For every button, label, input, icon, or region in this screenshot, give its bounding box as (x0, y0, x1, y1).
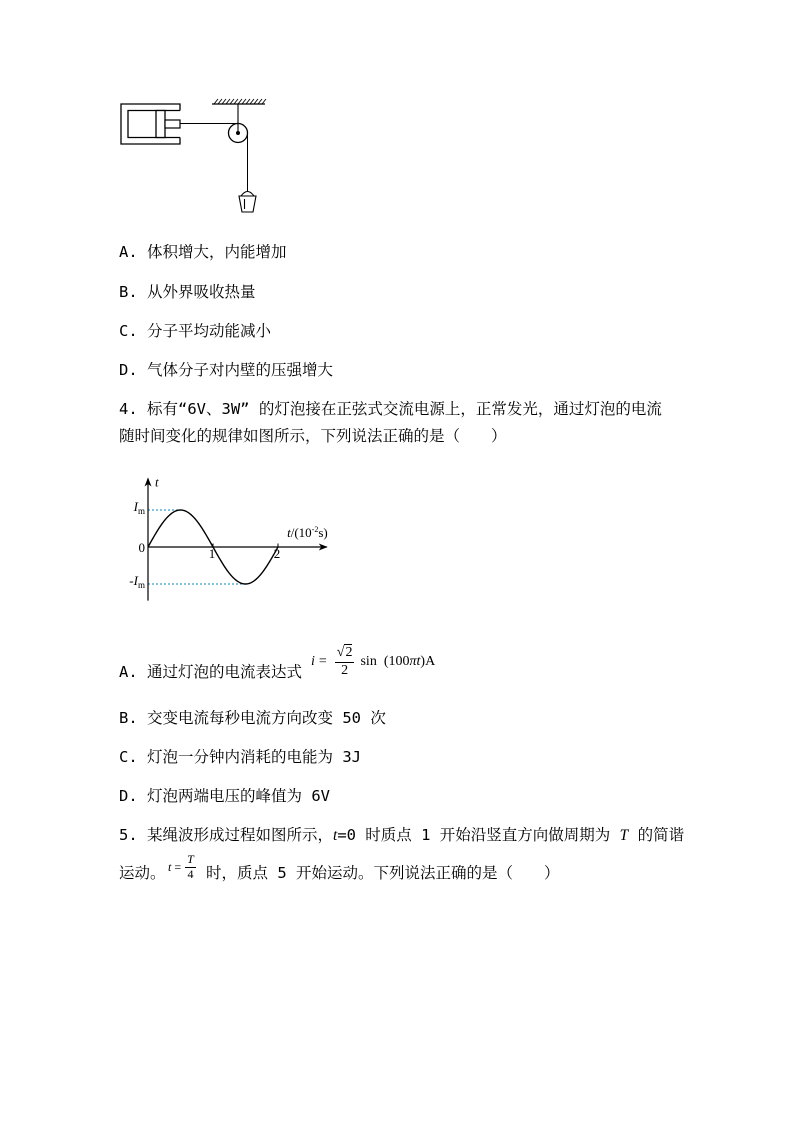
radicand: 2 (345, 645, 353, 661)
y-tick-prefix: - (129, 573, 134, 588)
q5-line1-after: 的简谐 (628, 826, 685, 844)
q5-line2-before: 运动。 (119, 864, 166, 882)
x-tick-label: 1 (208, 546, 216, 561)
q5-formula-denominator: 4 (187, 866, 194, 881)
x-axis-label-var: t (287, 525, 291, 540)
x-axis-label-unit-open: /(10 (290, 525, 312, 540)
y-tick-label (133, 499, 145, 516)
q5-var-t: t (333, 827, 338, 844)
x-axis-label-unit-close: s) (318, 525, 328, 540)
formula-lhs-var: i (311, 654, 315, 669)
q4-option-c: C. 灯泡一分钟内消耗的电能为 3J (119, 748, 361, 766)
formula-func: sin (360, 654, 377, 669)
q4-option-d: D. 灯泡两端电压的峰值为 6V (119, 787, 330, 805)
q5-line1-mid: =0 时质点 1 开始沿竖直方向做周期为 (337, 826, 620, 844)
y-axis-label: t (155, 474, 159, 490)
formula-arg-close: )A (420, 654, 436, 669)
q5-formula-fraction (185, 853, 196, 882)
y-tick-main: I (133, 573, 138, 588)
y-tick-label (129, 573, 145, 590)
q5-formula-var: t (168, 859, 172, 874)
bucket (239, 192, 256, 213)
current-time-graph (118, 470, 334, 606)
q4-stem-line-1: 4. 标有“6V、3W” 的灯泡接在正弦式交流电源上，正常发光，通过灯泡的电流 (119, 400, 662, 418)
y-tick-main: I (133, 499, 138, 514)
q5-formula-numerator: T (187, 851, 194, 866)
q4-option-a-formula (311, 643, 435, 681)
q4-option-b: B. 交变电流每秒电流方向改变 50 次 (119, 709, 386, 727)
q4-stem-line-2: 随时间变化的规律如图所示，下列说法正确的是（ ） (119, 427, 507, 445)
x-axis-label (287, 525, 328, 540)
q3-option-b: B. 从外界吸收热量 (119, 283, 256, 301)
y-tick-main: 0 (138, 540, 145, 555)
q5-line2-after: 时，质点 5 开始运动。下列说法正确的是（ ） (206, 864, 560, 882)
q5-time-formula (168, 852, 197, 882)
formula-equals: = (318, 654, 327, 669)
formula-arg-open: (100 (383, 654, 410, 669)
y-tick-subscript: m (137, 506, 145, 516)
y-tick-label (139, 540, 146, 555)
y-tick-subscript: m (137, 580, 145, 590)
x-axis-label-exponent: -2 (311, 525, 319, 534)
cylinder-pulley-figure (110, 92, 275, 220)
piston (156, 111, 165, 138)
x-tick-label: 2 (273, 546, 281, 561)
formula-numerator (335, 645, 355, 662)
q5-line1-before: 5. 某绳波形成过程如图所示， (119, 826, 333, 844)
q5-formula-equals: = (174, 859, 182, 874)
piston-rod (165, 120, 180, 128)
q5-stem-line-1 (119, 825, 684, 845)
q3-option-a: A. 体积增大，内能增加 (119, 243, 287, 261)
formula-denominator: 2 (341, 662, 349, 678)
formula-arg-var: πt (409, 654, 421, 669)
q3-option-d: D. 气体分子对内壁的压强增大 (119, 361, 333, 379)
formula-fraction (335, 645, 355, 678)
q5-var-period: T (619, 827, 629, 844)
q3-option-c: C. 分子平均动能减小 (119, 322, 271, 340)
pulley-axle (236, 131, 240, 135)
q4-option-a: A. 通过灯泡的电流表达式 (119, 663, 302, 681)
radical-sign: √ (336, 645, 345, 661)
ceiling-hatch (214, 99, 266, 104)
